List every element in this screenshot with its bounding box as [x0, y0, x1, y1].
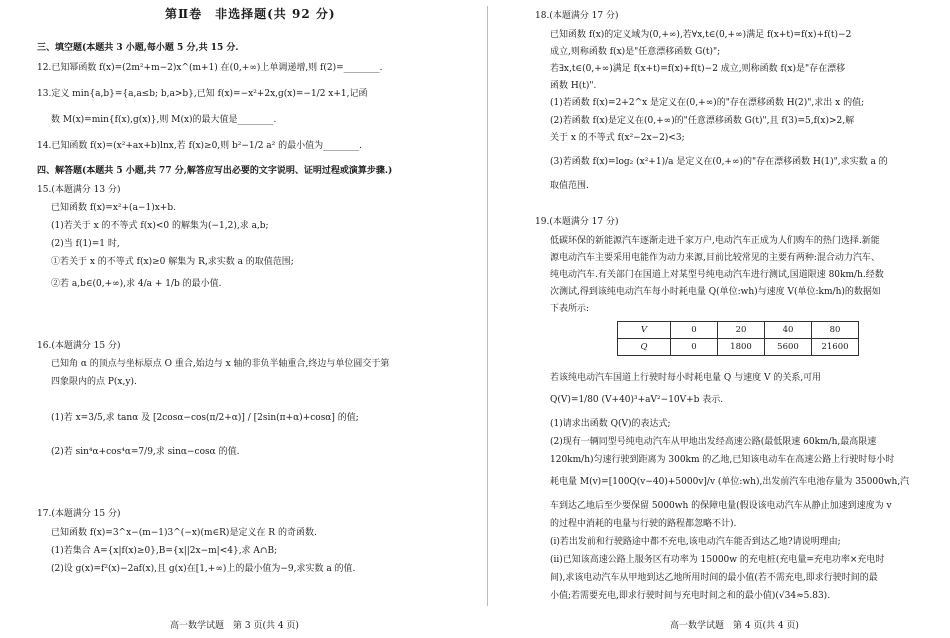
- question-12: 12.已知幂函数 f(x)=(2m²+m−2)x^(m+1) 在(0,+∞)上单调递增,则 f(2)=________.: [37, 63, 383, 73]
- question-18-heading: 18.(本题满分 17 分): [535, 11, 619, 21]
- question-18-part-1: (1)若函数 f(x)=2+2^x 是定义在(0,+∞)的"存在漂移函数 H(2)",求出 x 的值;: [550, 98, 865, 108]
- page-footer-3: 高一数学试题 第 3 页(共 4 页): [170, 621, 299, 631]
- question-18-line-4: 函数 H(t)".: [550, 81, 597, 91]
- table-cell: 1800: [718, 339, 765, 356]
- question-16-stem-line-1: 已知角 α 的顶点与坐标原点 O 重合,始边与 x 轴的非负半轴重合,终边与单位圆交于第: [51, 359, 390, 369]
- question-19-line-4: 次测试,得到该纯电动汽车每小时耗电量 Q(单位:wh)与速度 V(单位:km/h)的数据如: [550, 287, 881, 297]
- question-15-heading: 15.(本题满分 13 分): [37, 185, 121, 195]
- question-19-part-2-ii-line-3: 小值;若需要充电,即求行驶时间与充电时间之和的最小值)(√34≈5.83).: [550, 591, 831, 601]
- question-15-stem: 已知函数 f(x)=x²+(a−1)x+b.: [51, 203, 176, 213]
- fill-blank-header: 三、填空题(本题共 3 小题,每小题 5 分,共 15 分.: [37, 43, 239, 53]
- question-17-part-1: (1)若集合 A={x|f(x)≥0},B={x||2x−m|<4},求 A∩B;: [51, 546, 278, 556]
- page-footer-4: 高一数学试题 第 4 页(共 4 页): [670, 621, 799, 631]
- question-19-line-3: 纯电动汽车.有关部门在国道上对某型号纯电动汽车进行测试,国道限速 80km/h.经数: [550, 270, 884, 280]
- table-header-q: Q: [618, 339, 671, 356]
- table-cell: 0: [671, 322, 718, 339]
- question-15-part-1: (1)若关于 x 的不等式 f(x)<0 的解集为(−1,2),求 a,b;: [51, 221, 269, 231]
- question-19-part-2-line-2: 120km/h)匀速行驶到距离为 300km 的乙地,已知该电动车在高速公路上行驶时每小时: [550, 455, 895, 465]
- table-cell: 0: [671, 339, 718, 356]
- question-17-part-2: (2)设 g(x)=f²(x)−2af(x),且 g(x)在[1,+∞)上的最小值为−9,求实数 a 的值.: [51, 564, 356, 574]
- question-18-line-3: 若∃x,t∈(0,+∞)满足 f(x+t)=f(x)+f(t)−2 成立,则称函数 f(x)是"存在漂移: [550, 64, 846, 74]
- table-row: [618, 339, 859, 356]
- question-19-line-6: 若该纯电动汽车国道上行驶时每小时耗电量 Q 与速度 V 的关系,可用: [550, 373, 822, 383]
- table-header-v: V: [618, 322, 671, 339]
- section-title: 第Ⅱ卷 非选择题(共 92 分): [165, 7, 336, 21]
- question-13-line-2: 数 M(x)=min{f(x),g(x)},则 M(x)的最大值是________.: [51, 115, 277, 125]
- table-cell: 40: [765, 322, 812, 339]
- question-19-part-2-line-4: 车到达乙地后至少要保留 5000wh 的保障电量(假设该电动汽车从静止加速到速度为 v: [550, 501, 892, 511]
- question-18-part-2: (2)若函数 f(x)是定义在(0,+∞)的"任意漂移函数 G(t)",且 f(3)=5,f(x)>2,解: [550, 116, 855, 126]
- question-19-part-2-line-3: 耗电量 M(v)=[100Q(v−40)+5000v]/v (单位:wh),出发前汽车电池存量为 35000wh,汽: [550, 477, 910, 487]
- page-4: [490, 0, 950, 638]
- question-19-line-5: 下表所示:: [550, 304, 590, 314]
- question-17-heading: 17.(本题满分 15 分): [37, 509, 121, 519]
- question-18-part-3-cont: 取值范围.: [550, 181, 589, 191]
- question-14: 14.已知函数 f(x)=(x²+ax+b)lnx,若 f(x)≥0,则 b²−1/2 a² 的最小值为________.: [37, 141, 362, 151]
- question-19-line-2: 源电动汽车主要采用电能作为动力来源,目前比较常见的主要有两种:混合动力汽车、: [550, 253, 880, 263]
- question-18-line-2: 成立,则称函数 f(x)是"任意漂移函数 G(t)";: [550, 47, 721, 57]
- question-17-stem: 已知函数 f(x)=3^x−(m−1)3^(−x)(m∈R)是定义在 R 的奇函数.: [51, 528, 317, 538]
- question-19-part-2-ii-line-2: 间),求该电动汽车从甲地到达乙地所用时间的最小值(若不需充电,即求行驶时间的最: [550, 573, 878, 583]
- question-19-heading: 19.(本题满分 17 分): [535, 217, 619, 227]
- question-19-part-1: (1)请求出函数 Q(V)的表达式;: [550, 419, 671, 429]
- question-13-line-1: 13.定义 min{a,b}={a,a≤b; b,a>b},已知 f(x)=−x²+2x,g(x)=−1/2 x+1,记函: [37, 89, 368, 99]
- question-18-line-1: 已知函数 f(x)的定义域为(0,+∞),若∀x,t∈(0,+∞)满足 f(x+t)=f(x)+f(t)−2: [550, 30, 852, 40]
- question-16-heading: 16.(本题满分 15 分): [37, 341, 121, 351]
- table-cell: 21600: [812, 339, 859, 356]
- question-16-part-2: (2)若 sin⁴α+cos⁴α=7/9,求 sinα−cosα 的值.: [51, 447, 240, 457]
- table-row: [618, 322, 859, 339]
- page-divider: [487, 6, 488, 606]
- question-15-part-2-i: ①若关于 x 的不等式 f(x)≥0 解集为 R,求实数 a 的取值范围;: [51, 257, 294, 267]
- question-19-line-1: 低碳环保的新能源汽车逐渐走进千家万户,电动汽车正成为人们购车的热门选择.新能: [550, 236, 880, 246]
- question-19-part-2-line-5: 的过程中消耗的电量与行驶的路程都忽略不计).: [550, 519, 737, 529]
- table-cell: 5600: [765, 339, 812, 356]
- question-19-part-2-i: (ⅰ)若出发前和行驶路途中都不充电,该电动汽车能否到达乙地?请说明理由;: [550, 537, 841, 547]
- table-cell: 80: [812, 322, 859, 339]
- question-18-part-3: (3)若函数 f(x)=log₂ (x²+1)/a 是定义在(0,+∞)的"存在漂移函数 H(1)",求实数 a 的: [550, 157, 888, 167]
- question-15-part-2-ii: ②若 a,b∈(0,+∞),求 4/a + 1/b 的最小值.: [51, 279, 222, 289]
- question-19-part-2: (2)现有一辆同型号纯电动汽车从甲地出发经高速公路(最低限速 60km/h,最高限速: [550, 437, 877, 447]
- question-19-part-2-ii: (ⅱ)已知该高速公路上服务区有功率为 15000w 的充电桩(充电量=充电功率×充电时: [550, 555, 885, 565]
- question-16-stem-line-2: 四象限内的点 P(x,y).: [51, 377, 137, 387]
- speed-consumption-table: [617, 321, 859, 356]
- answer-section-header: 四、解答题(本题共 5 小题,共 77 分,解答应写出必要的文字说明、证明过程或演算步骤.): [37, 166, 393, 176]
- table-cell: 20: [718, 322, 765, 339]
- question-18-part-2-cont: 关于 x 的不等式 f(x²−2x−2)<3;: [550, 133, 685, 143]
- question-19-formula: Q(V)=1/80 (V+40)³+aV²−10V+b 表示.: [550, 395, 724, 405]
- question-16-part-1: (1)若 x=3/5,求 tanα 及 [2cosα−cos(π/2+α)] / [2sin(π+α)+cosα] 的值;: [51, 413, 359, 423]
- question-15-part-2: (2)当 f(1)=1 时,: [51, 239, 120, 249]
